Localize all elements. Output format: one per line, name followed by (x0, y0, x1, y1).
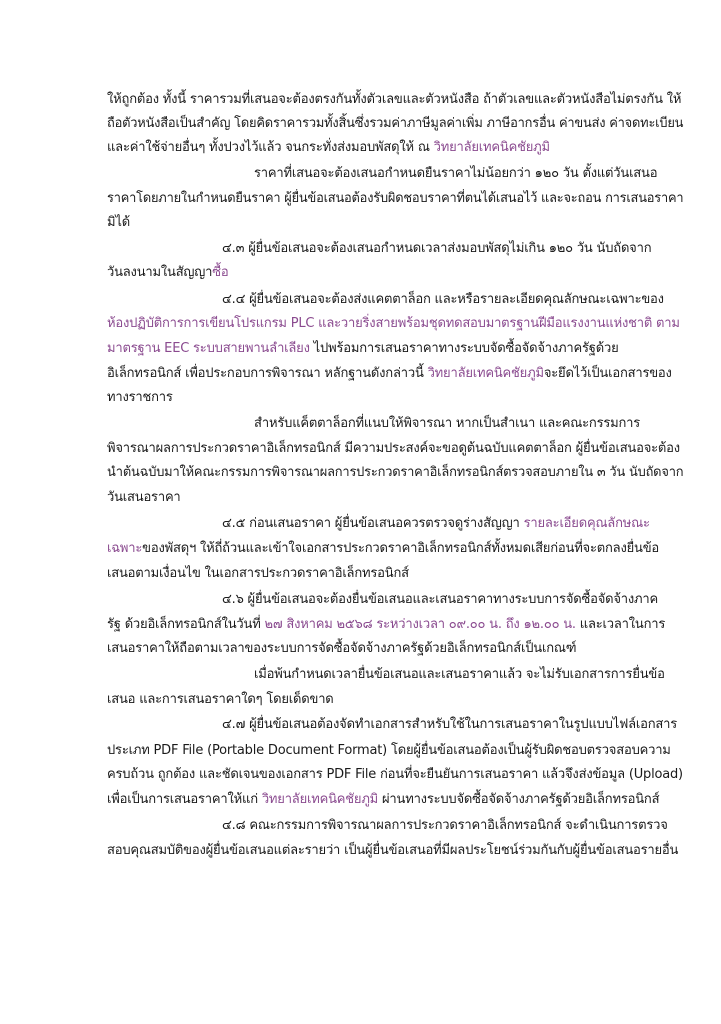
highlighted-text: ๒๗ สิงหาคม ๒๕๖๘ ระหว่างเวลา ๐๙.๐๐ น. ถึง ๑๒.๐๐ น. (264, 617, 576, 632)
text-segment: มิได้ (107, 215, 130, 230)
highlighted-text: มาตรฐาน EEC ระบบสายพานลำเลียง (107, 341, 310, 356)
text-line (254, 416, 640, 432)
text-line (107, 490, 181, 506)
text-line (107, 566, 409, 582)
text-line (107, 641, 576, 657)
text-line (107, 441, 680, 457)
text-line (107, 215, 130, 231)
highlighted-text: วิทยาลัยเทคนิคชัยภูมิ (261, 792, 379, 807)
text-line (222, 241, 651, 257)
text-segment: และเวลาในการ (575, 617, 666, 632)
text-line (107, 366, 672, 382)
text-segment: ผ่านทางระบบจัดซื้อจัดจ้างภาครัฐด้วยอิเล็กทรอนิกส์ (378, 792, 660, 807)
text-line (107, 617, 665, 633)
text-segment: ๔.๓ ผู้ยื่นข้อเสนอจะต้องเสนอกำหนดเวลาส่งมอบพัสดุไม่เกิน ๑๒๐ วัน นับถัดจาก (222, 241, 652, 256)
text-segment: อิเล็กทรอนิกส์ เพื่อประกอบการพิจารณา หลักฐานดังกล่าวนี้ (107, 366, 428, 381)
text-line (107, 767, 683, 783)
text-segment: เสนอราคาให้ถือตามเวลาของระบบการจัดซื้อจัดจ้างภาครัฐด้วยอิเล็กทรอนิกส์เป็นเกณฑ์ (107, 641, 577, 656)
text-segment: ๔.๔ ผู้ยื่นข้อเสนอจะต้องส่งแคตตาล็อก และหรือรายละเอียดคุณลักษณะเฉพาะของ (222, 292, 664, 307)
highlighted-text: ห้องปฏิบัติการการเขียนโปรแกรม PLC และวายริ่งสายพร้อมชุดทดสอบมาตรฐานฝีมือแรงงานแห่งชาติ ตาม (107, 316, 680, 331)
text-line (107, 541, 659, 557)
text-segment: ๔.๗ ผู้ยื่นข้อเสนอต้องจัดทำเอกสารสำหรับใช้ในการเสนอราคาในรูปแบบไฟล์เอกสาร (222, 717, 677, 732)
text-line (107, 465, 683, 481)
text-line (222, 717, 677, 733)
highlighted-text: รายละเอียดคุณลักษณะ (523, 516, 650, 531)
text-segment: ครบถ้วน ถูกต้อง และชัดเจนของเอกสาร PDF File ก่อนที่จะยืนยันการเสนอราคา แล้วจึงส่งข้อมูล (Upload) (107, 767, 683, 782)
highlighted-text: วิทยาลัยเทคนิคชัยภูมิ (427, 366, 544, 381)
text-segment: ราคาโดยภายในกำหนดยืนราคา ผู้ยื่นข้อเสนอต้องรับผิดชอบราคาที่ตนได้เสนอไว้ และจะถอน การเสนอราคา (107, 191, 684, 206)
text-line (107, 116, 683, 132)
text-line (222, 516, 650, 532)
text-line (107, 692, 334, 708)
text-segment: สอบคุณสมบัติของผู้ยื่นข้อเสนอแต่ละรายว่า เป็นผู้ยื่นข้อเสนอที่มีผลประโยชน์ร่วมกันกับผู้ยื่นข้อเสนอรายอื่น (107, 843, 679, 858)
text-line (107, 843, 678, 859)
text-segment: เสนอ และการเสนอราคาใดๆ โดยเด็ดขาด (107, 692, 334, 707)
text-line (107, 140, 550, 156)
text-segment: ๔.๖ ผู้ยื่นข้อเสนอจะต้องยื่นข้อเสนอและเสนอราคาทางระบบการจัดซื้อจัดจ้างภาค (222, 592, 659, 607)
text-segment: ราคาที่เสนอจะต้องเสนอกำหนดยืนราคาไม่น้อยกว่า ๑๒๐ วัน ตั้งแต่วันเสนอ (254, 166, 658, 181)
text-segment: รัฐ ด้วยอิเล็กทรอนิกส์ในวันที่ (107, 617, 265, 632)
text-segment: ประเภท PDF File (Portable Document Format) โดยผู้ยื่นข้อเสนอต้องเป็นผู้รับผิดชอบตรวจสอบความ (107, 743, 671, 758)
text-line (107, 265, 229, 281)
highlighted-text: วิทยาลัยเทคนิคชัยภูมิ (433, 140, 550, 155)
text-segment: ๔.๘ คณะกรรมการพิจารณาผลการประกวดราคาอิเล็กทรอนิกส์ จะดำเนินการตรวจ (222, 818, 668, 833)
text-segment: วันลงนามในสัญญา (107, 265, 213, 280)
text-segment: ให้ถูกต้อง ทั้งนี้ ราคารวมที่เสนอจะต้องตรงกันทั้งตัวเลขและตัวหนังสือ ถ้าตัวเลขและตัวหนังสือไม่ตรงกัน ให้ (107, 92, 682, 107)
text-segment: จะยึดไว้เป็นเอกสารของ (543, 366, 672, 381)
text-segment: เพื่อเป็นการเสนอราคาให้แก่ (107, 792, 262, 807)
text-segment: ๔.๕ ก่อนเสนอราคา ผู้ยื่นข้อเสนอควรตรวจดูร่างสัญญา (222, 516, 524, 531)
text-line (107, 341, 619, 357)
text-segment: และค่าใช้จ่ายอื่นๆ ทั้งปวงไว้แล้ว จนกระทั่งส่งมอบพัสดุให้ ณ (107, 140, 434, 155)
text-segment: ไปพร้อมการเสนอราคาทางระบบจัดซื้อจัดจ้างภาครัฐด้วย (309, 341, 619, 356)
text-segment: เสนอตามเงื่อนไข ในเอกสารประกวดราคาอิเล็กทรอนิกส์ (107, 566, 409, 581)
text-line (254, 166, 657, 182)
text-line (107, 316, 680, 332)
text-segment: ถือตัวหนังสือเป็นสำคัญ โดยคิดราคารวมทั้งสิ้นซึ่งรวมค่าภาษีมูลค่าเพิ่ม ภาษีอากรอื่น ค่าขนส่ง ค่าจดทะเบียน (107, 116, 684, 131)
highlighted-text: เฉพาะ (107, 541, 143, 556)
text-line (222, 818, 668, 834)
text-segment: พิจารณาผลการประกวดราคาอิเล็กทรอนิกส์ มีความประสงค์จะขอดูต้นฉบับแคตตาล็อก ผู้ยื่นข้อเสนอจะต้อง (107, 441, 680, 456)
text-line (222, 292, 664, 308)
text-segment: ทางราชการ (107, 390, 173, 405)
text-line (107, 743, 671, 759)
text-segment: เมื่อพ้นกำหนดเวลายื่นข้อเสนอและเสนอราคาแล้ว จะไม่รับเอกสารการยื่นข้อ (254, 667, 665, 682)
text-segment: วันเสนอราคา (107, 490, 181, 505)
text-line (107, 390, 173, 406)
text-line (107, 92, 681, 108)
text-segment: สำหรับแค็ตตาล็อกที่แนบให้พิจารณา หากเป็นสำเนา และคณะกรรมการ (254, 416, 641, 431)
text-segment: นำต้นฉบับมาให้คณะกรรมการพิจารณาผลการประกวดราคาอิเล็กทรอนิกส์ตรวจสอบภายใน ๓ วัน นับถัดจาก (107, 465, 684, 480)
text-segment: ของพัสดุฯ ให้ถี่ถ้วนและเข้าใจเอกสารประกวดราคาอิเล็กทรอนิกส์ทั้งหมดเสียก่อนที่จะตกลงยื่นข้อ (142, 541, 659, 556)
highlighted-text: ซื้อ (212, 265, 229, 280)
text-line (107, 792, 659, 808)
text-line (254, 667, 665, 683)
text-line (107, 191, 683, 207)
text-line (222, 592, 658, 608)
